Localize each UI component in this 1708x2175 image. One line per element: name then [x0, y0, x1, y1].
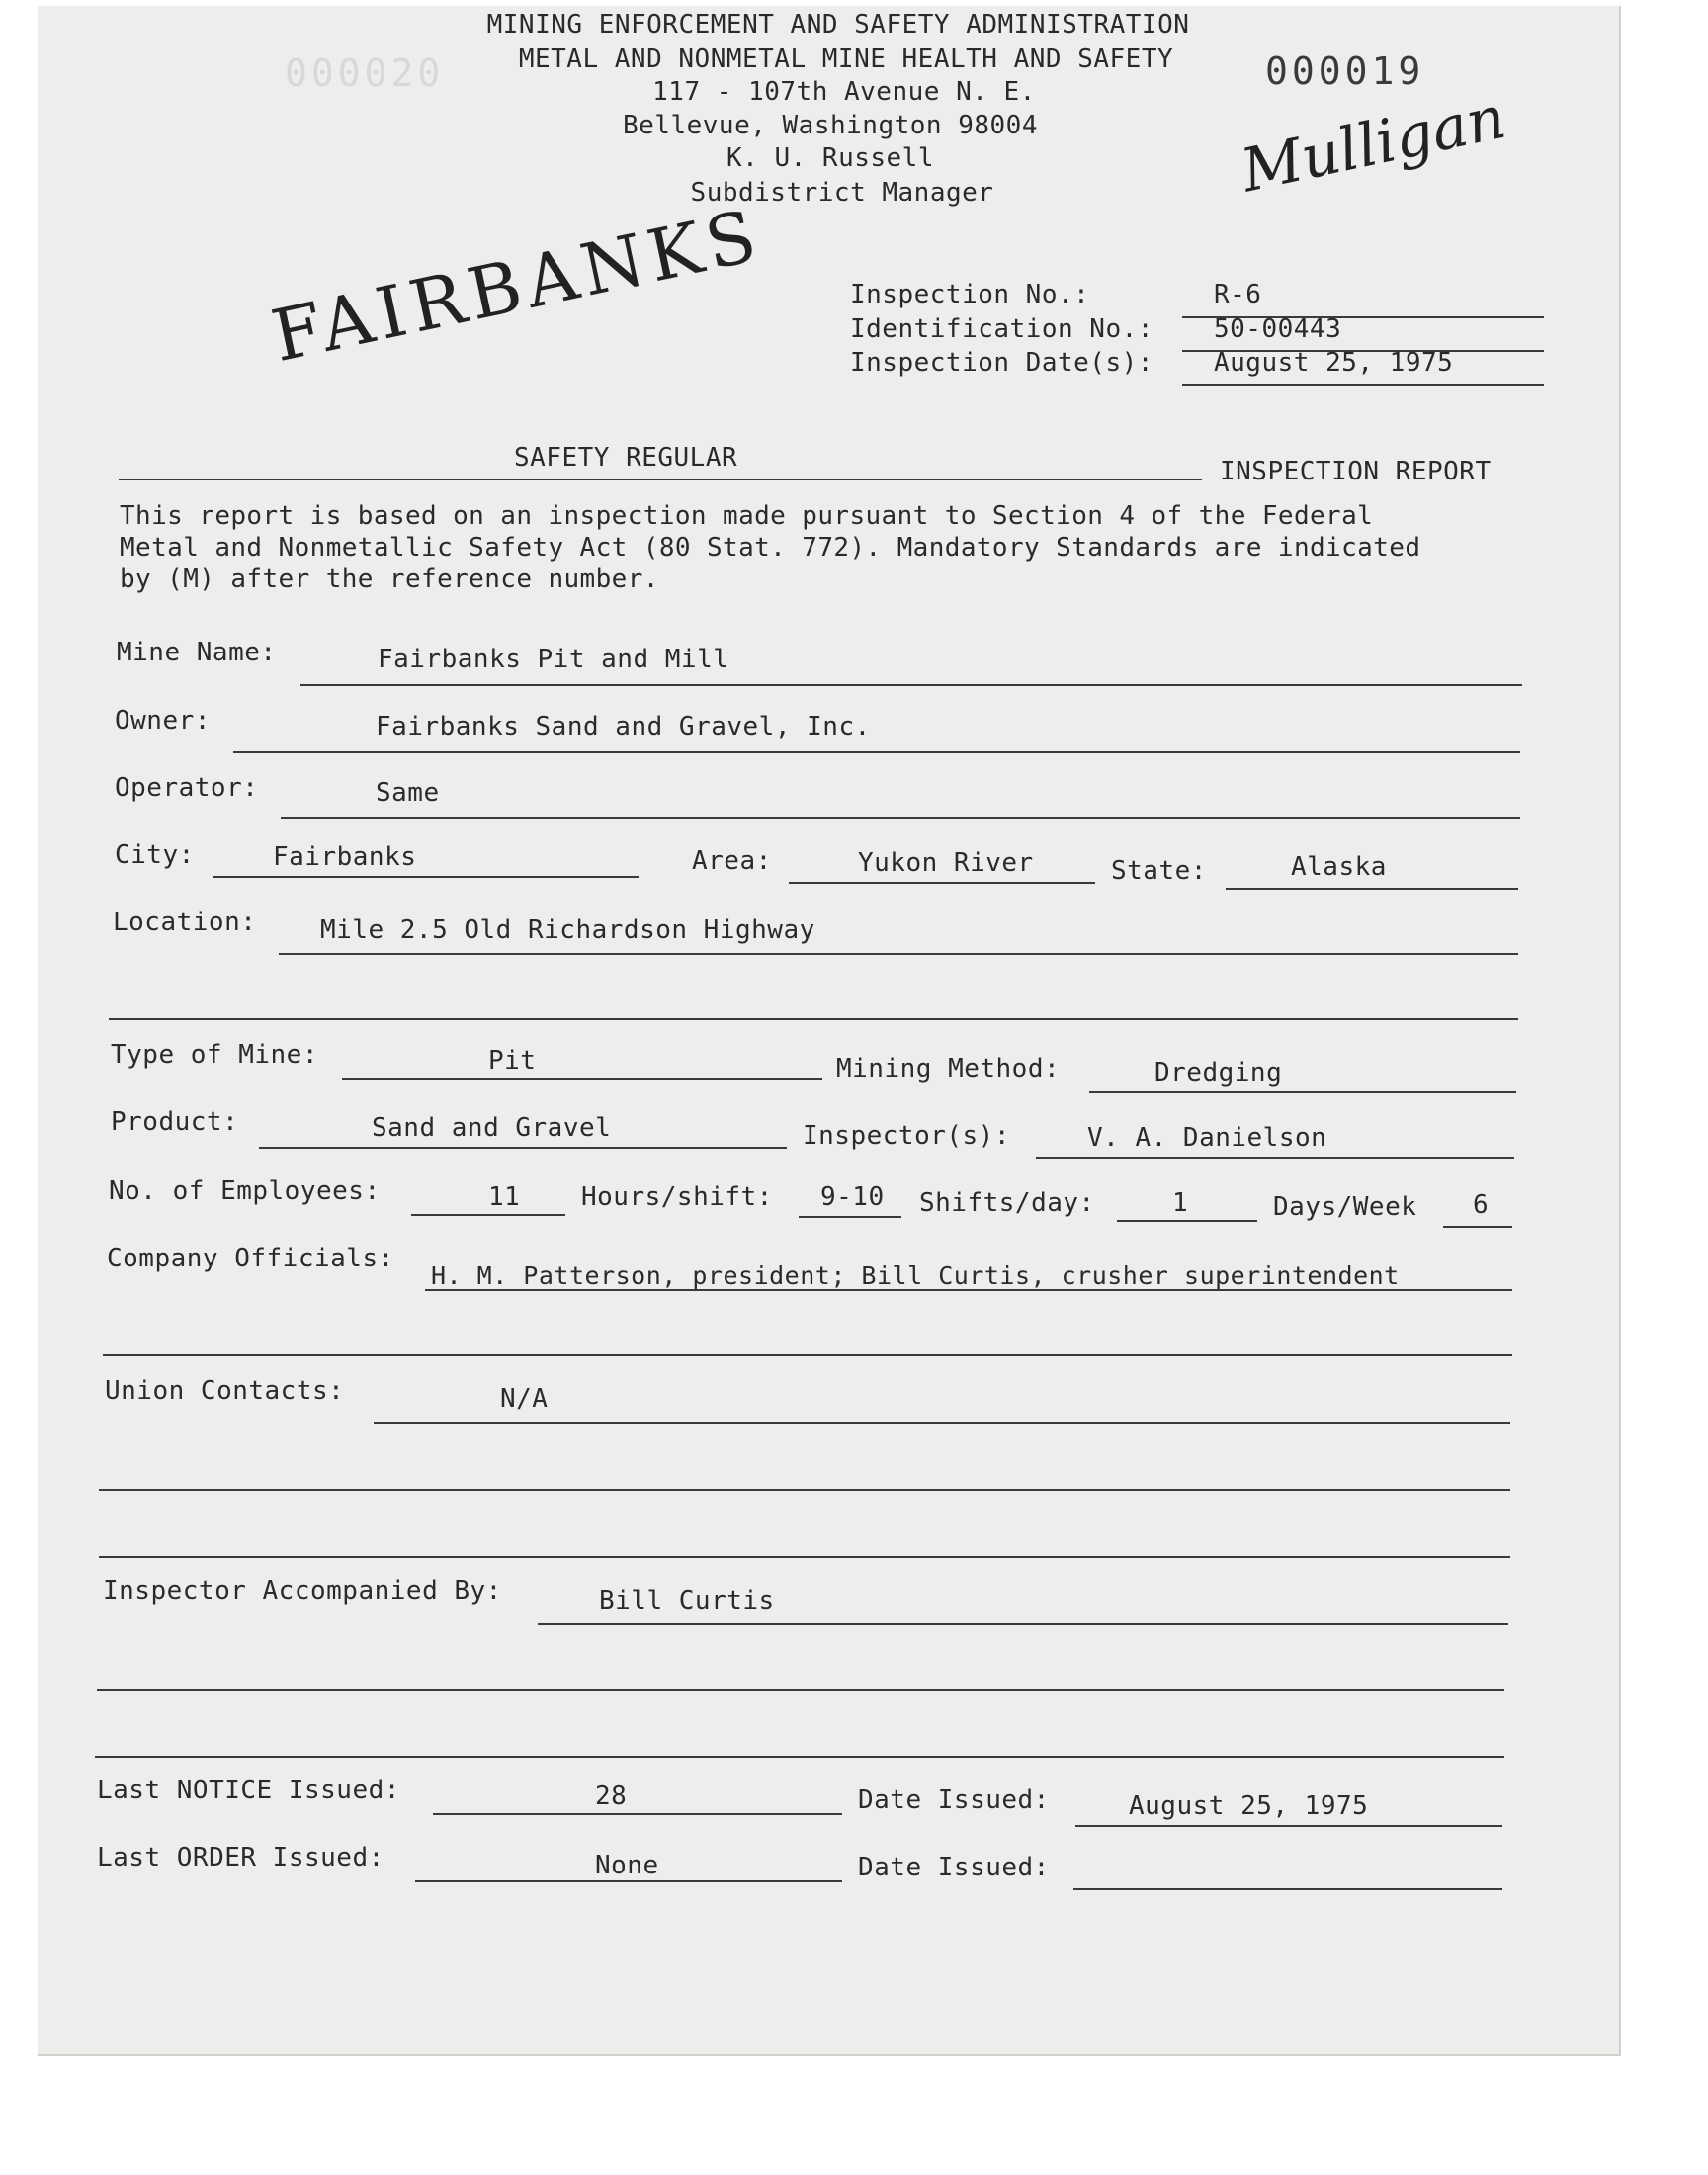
state-label: State:: [1111, 856, 1207, 886]
accompanied-by-label: Inspector Accompanied By:: [103, 1576, 502, 1606]
area-value: Yukon River: [858, 848, 1034, 878]
mine-name-line: [300, 684, 1522, 686]
report-title: INSPECTION REPORT: [1220, 457, 1492, 486]
handwritten-signature: Mulligan: [1236, 82, 1512, 207]
union-contacts-value: N/A: [500, 1384, 549, 1414]
days-week-label: Days/Week: [1273, 1192, 1417, 1222]
employees-line: [411, 1214, 565, 1216]
header-manager-title: Subdistrict Manager: [690, 178, 994, 208]
operator-label: Operator:: [115, 773, 259, 803]
inspection-no-label: Inspection No.:: [850, 280, 1090, 309]
product-line: [259, 1147, 787, 1149]
location-line: [279, 953, 1518, 955]
mine-name-value: Fairbanks Pit and Mill: [378, 645, 729, 674]
inspection-date-line: [1182, 384, 1544, 386]
handwritten-city: FAIRBANKS: [265, 193, 769, 379]
employees-label: No. of Employees:: [109, 1176, 381, 1206]
notice-date-line: [1075, 1825, 1502, 1827]
company-officials-label: Company Officials:: [107, 1244, 394, 1273]
inspectors-label: Inspector(s):: [803, 1121, 1010, 1151]
identification-no-value: 50-00443: [1214, 314, 1342, 344]
type-of-mine-value: Pit: [488, 1046, 537, 1076]
faint-stamp-number: 000020: [285, 51, 445, 95]
accompanied-by-line-3: [95, 1756, 1504, 1758]
header-city: Bellevue, Washington 98004: [623, 111, 1038, 140]
accompanied-by-value: Bill Curtis: [599, 1586, 775, 1615]
last-order-line: [415, 1880, 842, 1882]
accompanied-by-line: [538, 1623, 1508, 1625]
days-week-value: 6: [1473, 1190, 1490, 1220]
inspection-date-value: August 25, 1975: [1214, 348, 1454, 378]
stamp-number: 000019: [1265, 49, 1425, 93]
mining-method-line: [1089, 1091, 1516, 1093]
accompanied-by-line-2: [97, 1689, 1504, 1691]
company-officials-line-2: [103, 1354, 1512, 1356]
identification-no-label: Identification No.:: [850, 314, 1153, 344]
product-value: Sand and Gravel: [372, 1113, 612, 1143]
state-value: Alaska: [1291, 852, 1387, 882]
mining-method-label: Mining Method:: [836, 1054, 1061, 1084]
report-type-line: [119, 478, 1202, 480]
state-line: [1226, 888, 1518, 890]
owner-line: [233, 751, 1520, 753]
union-contacts-line-2: [99, 1489, 1510, 1491]
operator-line: [281, 817, 1520, 819]
company-officials-line: [425, 1289, 1512, 1291]
notice-date-label: Date Issued:: [858, 1785, 1050, 1815]
location-label: Location:: [113, 908, 257, 937]
location-line-2: [109, 1018, 1518, 1020]
mine-name-label: Mine Name:: [117, 638, 277, 667]
area-line: [789, 882, 1095, 884]
shifts-day-label: Shifts/day:: [919, 1188, 1095, 1218]
type-of-mine-label: Type of Mine:: [111, 1040, 318, 1070]
shifts-day-line: [1117, 1220, 1257, 1222]
union-contacts-label: Union Contacts:: [105, 1376, 345, 1406]
shifts-day-value: 1: [1172, 1188, 1189, 1218]
area-label: Area:: [692, 846, 772, 876]
last-order-label: Last ORDER Issued:: [97, 1843, 384, 1872]
header-agency: MINING ENFORCEMENT AND SAFETY ADMINISTRATION: [486, 10, 1190, 40]
header-street: 117 - 107th Avenue N. E.: [652, 77, 1036, 107]
notice-date-value: August 25, 1975: [1129, 1791, 1369, 1821]
intro-paragraph: This report is based on an inspection made pursuant to Section 4 of the Federal Metal and Nonmetallic Safety Act (80 Stat. 772). Mandatory Standards are indicated by (M) after the reference number.: [120, 501, 1421, 594]
product-label: Product:: [111, 1107, 239, 1137]
hours-shift-label: Hours/shift:: [581, 1182, 773, 1212]
inspectors-value: V. A. Danielson: [1087, 1123, 1327, 1153]
union-contacts-line-3: [99, 1556, 1510, 1558]
report-type: SAFETY REGULAR: [514, 443, 738, 473]
city-line: [214, 876, 639, 878]
operator-value: Same: [376, 778, 440, 808]
last-order-value: None: [595, 1851, 659, 1880]
employees-value: 11: [488, 1182, 521, 1212]
inspection-date-label: Inspection Date(s):: [850, 348, 1153, 378]
type-of-mine-line: [342, 1078, 822, 1080]
days-week-line: [1443, 1226, 1512, 1228]
company-officials-value: H. M. Patterson, president; Bill Curtis, crusher superintendent: [431, 1262, 1400, 1290]
order-date-label: Date Issued:: [858, 1853, 1050, 1882]
owner-label: Owner:: [115, 706, 211, 736]
hours-shift-line: [799, 1216, 901, 1218]
mining-method-value: Dredging: [1154, 1058, 1283, 1088]
city-label: City:: [115, 840, 195, 870]
last-notice-value: 28: [595, 1782, 628, 1811]
hours-shift-value: 9-10: [820, 1182, 885, 1212]
last-notice-label: Last NOTICE Issued:: [97, 1776, 400, 1805]
inspection-no-value: R-6: [1214, 280, 1262, 309]
union-contacts-line: [374, 1422, 1510, 1424]
inspectors-line: [1036, 1157, 1514, 1159]
order-date-line: [1073, 1888, 1502, 1890]
city-value: Fairbanks: [273, 842, 417, 872]
location-value: Mile 2.5 Old Richardson Highway: [320, 915, 815, 945]
last-notice-line: [433, 1813, 842, 1815]
header-manager-name: K. U. Russell: [726, 143, 934, 173]
header-division: METAL AND NONMETAL MINE HEALTH AND SAFETY: [518, 44, 1174, 74]
owner-value: Fairbanks Sand and Gravel, Inc.: [376, 712, 871, 741]
